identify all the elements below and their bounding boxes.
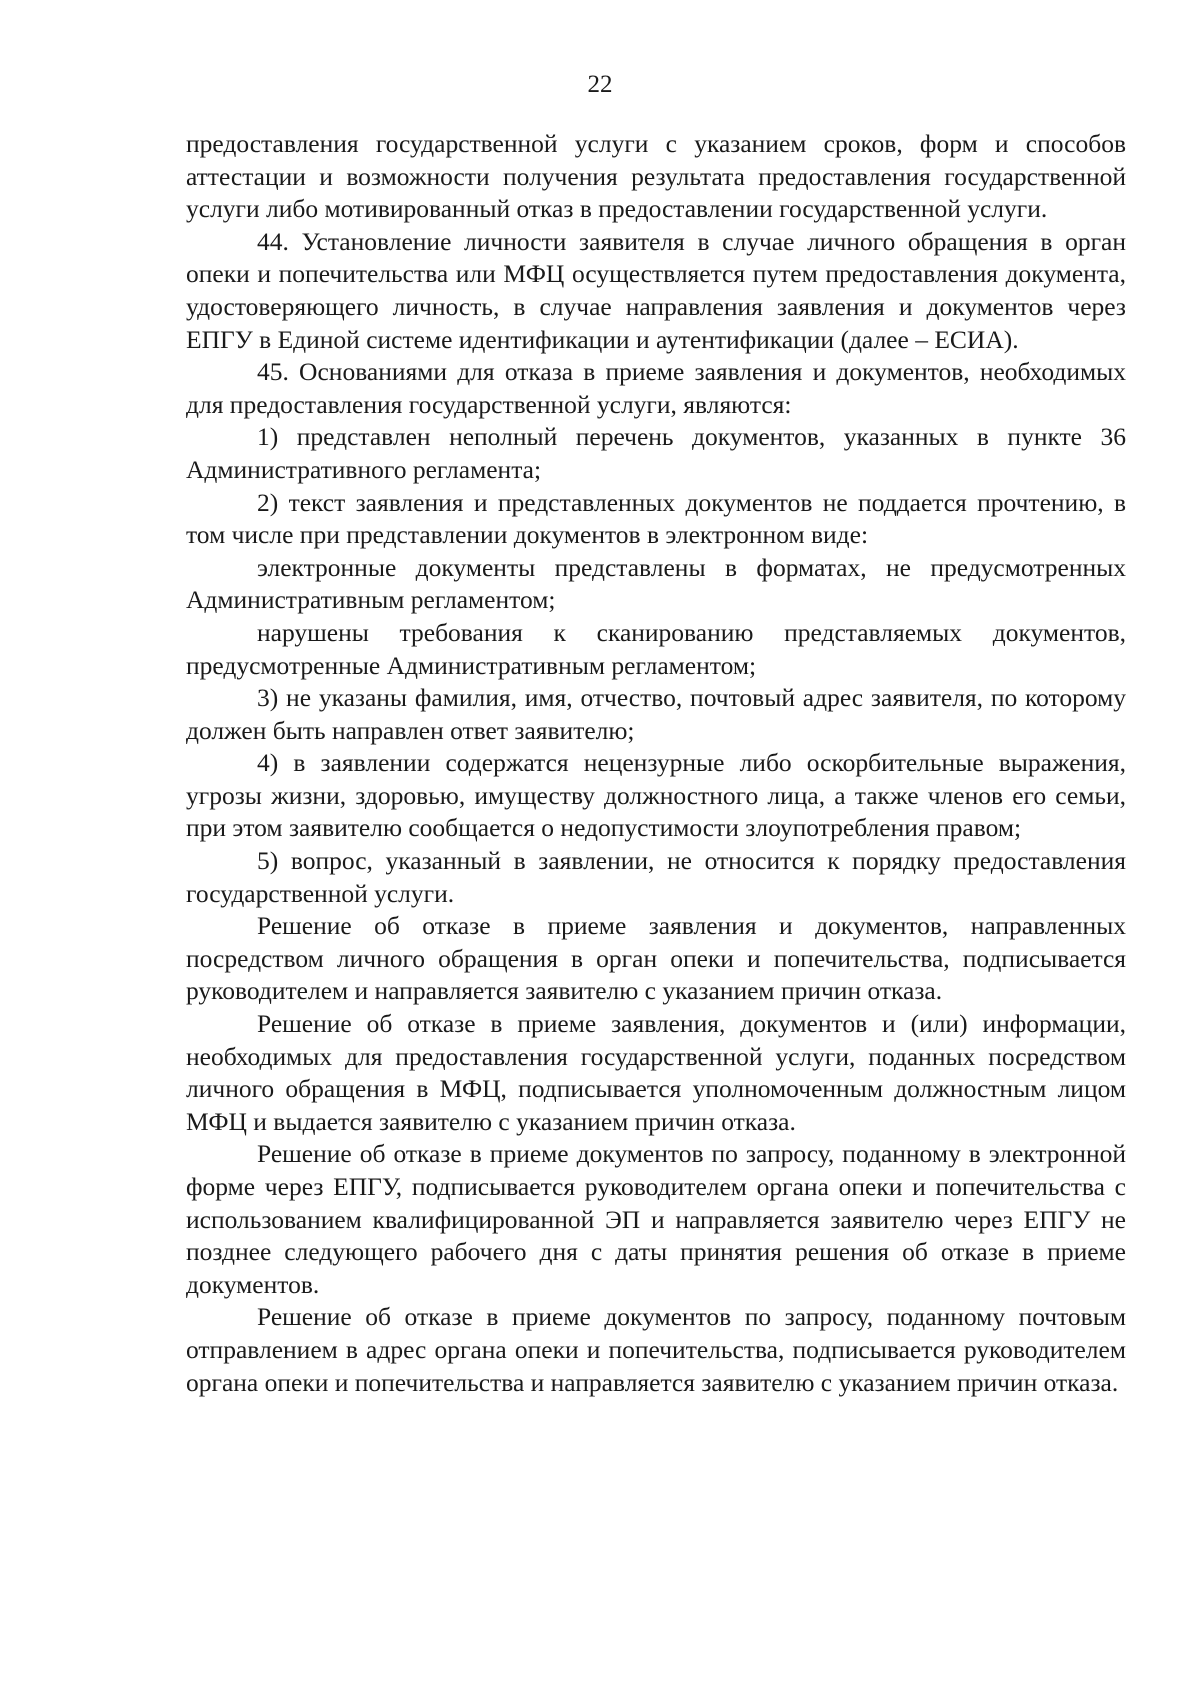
list-subitem-scanning: нарушены требования к сканированию представляемых документов, предусмотренные Административным регламентом; [186, 617, 1126, 680]
paragraph-45: 45. Основаниями для отказа в приеме заявления и документов, необходимых для предоставления государственной услуги, являются: [186, 357, 1126, 419]
list-subitem-formats: электронные документы представлены в форматах, не предусмотренных Административным регламентом; [186, 552, 1126, 615]
paragraph-refusal-mfc: Решение об отказе в приеме заявления, документов и (или) информации, необходимых для предоставления государственной услуги, поданных посредством личного обращения в МФЦ, подписывается уполномоченным должностным лицом МФЦ и выдается заявителю с указанием причин отказа. [186, 1009, 1126, 1136]
list-item-2: 2) текст заявления и представленных документов не поддается прочтению, в том числе при представлении документов в электронном виде: [186, 487, 1126, 550]
paragraph: предоставления государственной услуги с указанием сроков, форм и способов аттестации и возможности получения результата предоставления государственной услуги либо мотивированный отказ в предоставлении государственной услуги. [186, 129, 1126, 224]
paragraph-refusal-guardianship: Решение об отказе в приеме заявления и документов, направленных посредством личного обращения в орган опеки и попечительства, подписывается руководителем и направляется заявителю с указанием причин отказа. [186, 911, 1126, 1006]
page-number: 22 [587, 71, 613, 98]
list-item-4: 4) в заявлении содержатся нецензурные либо оскорбительные выражения, угрозы жизни, здоровью, имуществу должностного лица, а также членов его семьи, при этом заявителю сообщается о недопустимости злоупотребления правом; [186, 748, 1126, 843]
list-item-1: 1) представлен неполный перечень документов, указанных в пункте 36 Административного регламента; [186, 422, 1126, 484]
paragraph-refusal-epgu: Решение об отказе в приеме документов по запросу, поданному в электронной форме через ЕПГУ, подписывается руководителем органа опеки и попечительства с использованием квалифицированной ЭП и направляется заявителю через ЕПГУ не позднее следующего рабочего дня с даты принятия решения об отказе в приеме документов. [186, 1139, 1126, 1299]
list-item-3: 3) не указаны фамилия, имя, отчество, почтовый адрес заявителя, по которому должен быть направлен ответ заявителю; [186, 683, 1126, 745]
paragraph-refusal-postal: Решение об отказе в приеме документов по запросу, поданному почтовым отправлением в адрес органа опеки и попечительства, подписывается руководителем органа опеки и попечительства и направляется заявителю с указанием причин отказа. [186, 1302, 1126, 1397]
document-body [186, 128, 1126, 1399]
paragraph-44: 44. Установление личности заявителя в случае личного обращения в орган опеки и попечительства или МФЦ осуществляется путем предоставления документа, удостоверяющего личность, в случае направления заявления и документов через ЕПГУ в Единой системе идентификации и аутентификации (далее – ЕСИА). [186, 226, 1126, 354]
list-item-5: 5) вопрос, указанный в заявлении, не относится к порядку предоставления государственной услуги. [186, 846, 1126, 908]
